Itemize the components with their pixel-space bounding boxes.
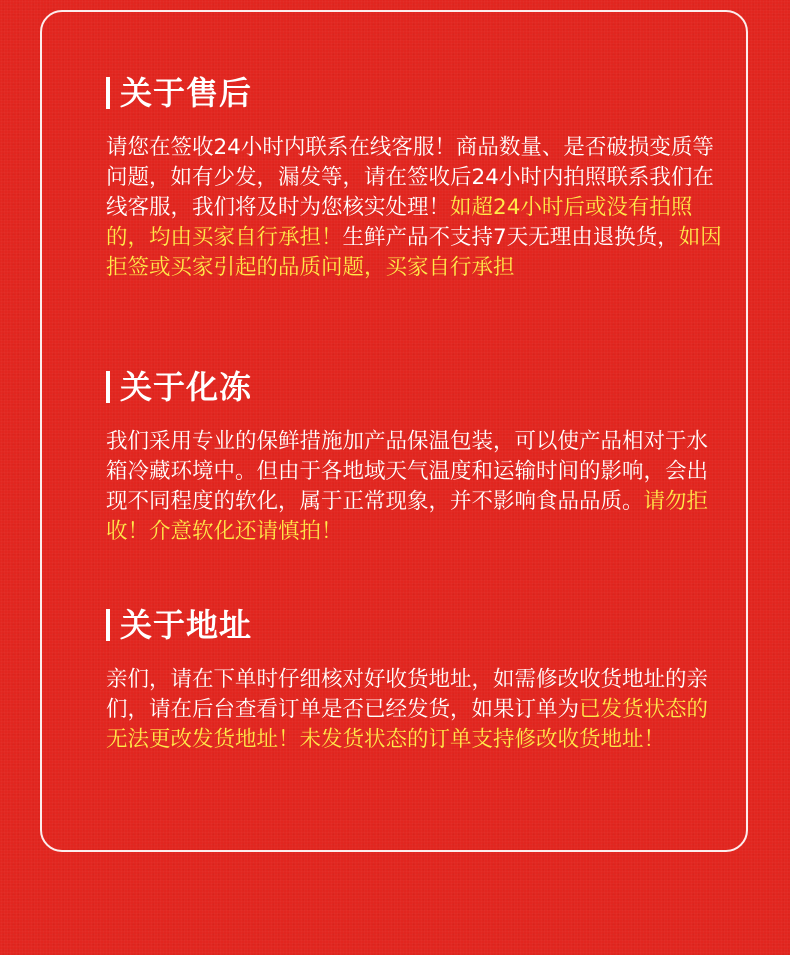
section-thawing [106, 367, 722, 547]
heading-bar-accent [106, 609, 110, 641]
highlight-text-segment: 如因拒签或买家引起的品质问题，买家自行承担 [106, 225, 722, 280]
section-heading [106, 367, 722, 407]
section-body [106, 133, 722, 283]
section-body [106, 427, 722, 547]
highlight-text-segment: 如超24小时后或没有拍照的，均由买家自行承担！ [106, 195, 693, 250]
highlight-text-segment: 请勿拒收！介意软化还请慎拍！ [106, 489, 709, 544]
section-title: 关于地址 [120, 606, 253, 644]
section-after-sales [106, 73, 722, 283]
section-heading [106, 605, 722, 645]
section-address [106, 605, 722, 755]
heading-bar-accent [106, 371, 110, 403]
heading-bar-accent [106, 77, 110, 109]
highlight-text-segment: 已发货状态的无法更改发货地址！未发货状态的订单支持修改收货地址！ [106, 697, 709, 752]
body-text-segment: 请您在签收24小时内联系在线客服！商品数量、是否破损变质等问题，如有少发，漏发等，请在签收后24小时内拍照联系我们在线客服，我们将及时为您核实处理！ [106, 135, 714, 220]
section-title: 关于化冻 [120, 368, 253, 406]
section-heading [106, 73, 722, 113]
section-body [106, 665, 722, 755]
section-title: 关于售后 [120, 74, 253, 112]
body-text-segment: 亲们，请在下单时仔细核对好收货地址，如需修改收货地址的亲们，请在后台查看订单是否已经发货，如果订单为 [106, 667, 709, 722]
body-text-segment: 生鲜产品不支持7天无理由退换货， [342, 225, 679, 250]
body-text-segment: 我们采用专业的保鲜措施加产品保温包装，可以使产品相对于水箱冷藏环境中。但由于各地域天气温度和运输时间的影响，会出现不同程度的软化，属于正常现象，并不影响食品品质。 [106, 429, 709, 514]
